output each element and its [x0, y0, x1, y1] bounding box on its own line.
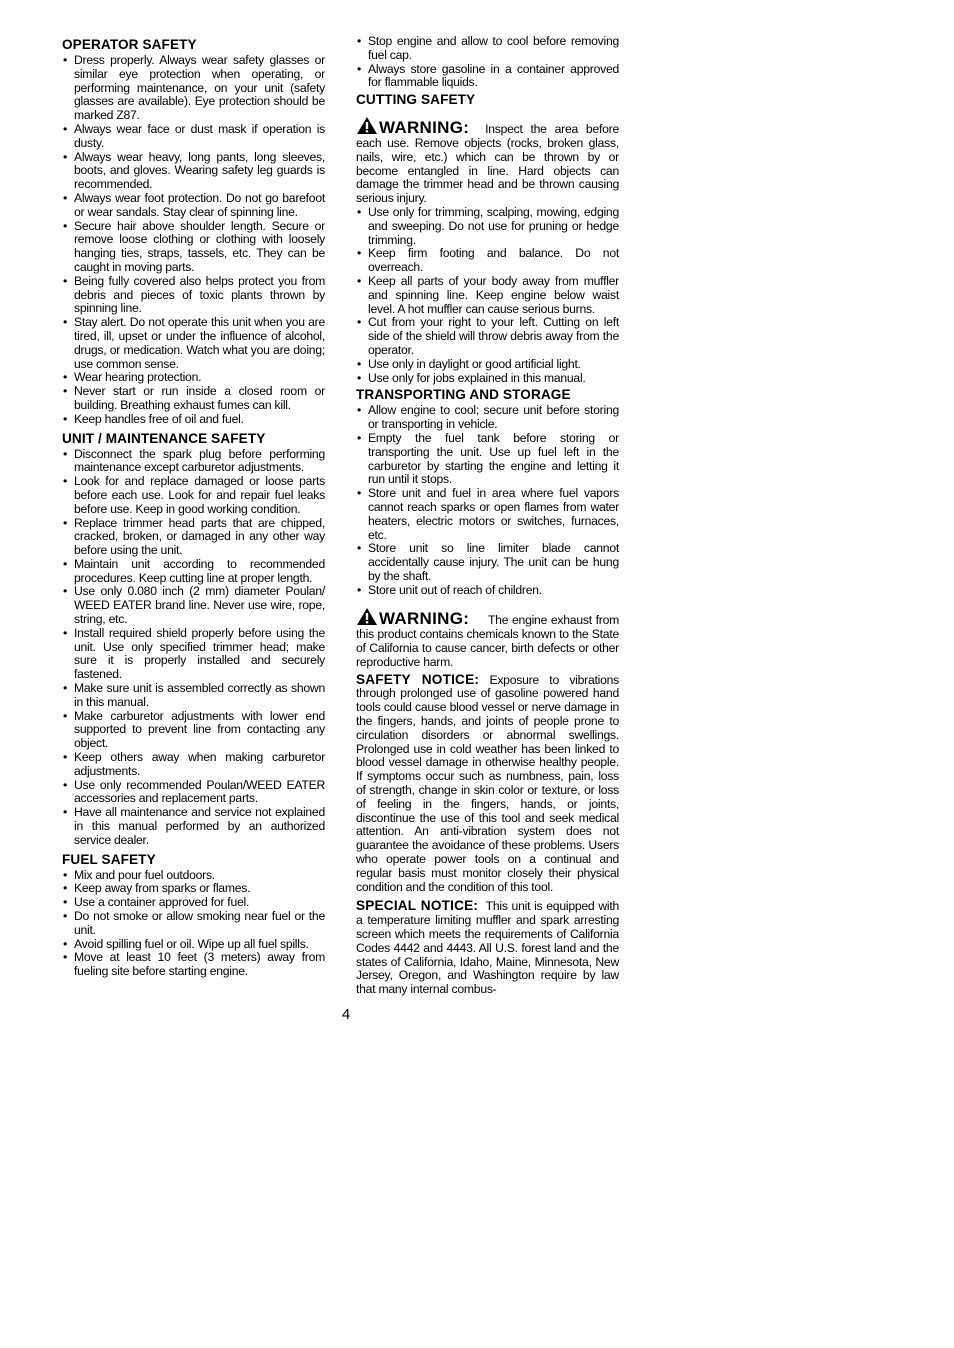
cutting-safety-list [356, 206, 619, 385]
list-item: • Use only for jobs explained in this manual. [356, 372, 619, 386]
transporting-storage-list [356, 404, 619, 597]
left-column [62, 35, 325, 979]
operator-safety-list [62, 54, 325, 427]
list-item: • Wear hearing protection. [62, 371, 325, 385]
special-notice [356, 899, 619, 997]
list-item: • Dress properly. Always wear safety glasses or similar eye protection when operating, or performing maintenance, on your unit (safety glasses are available). Eye protection should be marked Z87. [62, 54, 325, 123]
list-item: • Use only recommended Poulan/WEED EATER accessories and replacement parts. [62, 779, 325, 807]
list-item: • Use a container approved for fuel. [62, 896, 325, 910]
maintenance-safety-heading: UNIT / MAINTENANCE SAFETY [62, 430, 266, 446]
warning-triangle-icon [356, 607, 378, 626]
list-item: • Always wear heavy, long pants, long sleeves, boots, and gloves. Wearing safety leg guards is recommended. [62, 151, 325, 192]
list-item: • Have all maintenance and service not explained in this manual performed by an authorized service dealer. [62, 806, 325, 847]
safety-notice-label: SAFETY NOTICE: [356, 671, 480, 687]
list-item: • Stay alert. Do not operate this unit when you are tired, ill, upset or under the influence of alcohol, drugs, or medication. Watch what you are doing; use common sense. [62, 316, 325, 371]
warning-text: The engine exhaust from this product contains chemicals known to the State of California to cause cancer, birth defects or other reproductive harm. [356, 613, 619, 669]
exhaust-warning [356, 607, 619, 669]
list-item: • Keep others away when making carburetor adjustments. [62, 751, 325, 779]
list-item: • Secure hair above shoulder length. Secure or remove loose clothing or clothing with loosely hanging ties, straps, tassels, etc. They can be caught in moving parts. [62, 220, 325, 275]
list-item: • Maintain unit according to recommended procedures. Keep cutting line at proper length. [62, 558, 325, 586]
list-item: • Do not smoke or allow smoking near fuel or the unit. [62, 910, 325, 938]
warning-triangle-icon [356, 116, 378, 135]
list-item: • Keep handles free of oil and fuel. [62, 413, 325, 427]
list-item: • Always store gasoline in a container approved for flammable liquids. [356, 63, 619, 91]
fuel-safety-continued-list [356, 35, 619, 90]
maintenance-safety-list [62, 448, 325, 848]
list-item: • Disconnect the spark plug before performing maintenance except carburetor adjustments. [62, 448, 325, 476]
list-item: • Look for and replace damaged or loose parts before each use. Look for and repair fuel leaks before use. Keep in good working condition. [62, 475, 325, 516]
list-item: • Avoid spilling fuel or oil. Wipe up all fuel spills. [62, 938, 325, 952]
warning-label: WARNING: [379, 609, 470, 629]
list-item: • Keep firm footing and balance. Do not overreach. [356, 247, 619, 275]
warning-label: WARNING: [379, 118, 470, 138]
list-item: • Make carburetor adjustments with lower end supported to prevent line from contacting any object. [62, 710, 325, 751]
list-item: • Mix and pour fuel outdoors. [62, 869, 325, 883]
list-item: • Being fully covered also helps protect you from debris and pieces of toxic plants thrown by spinning line. [62, 275, 325, 316]
list-item: • Store unit so line limiter blade cannot accidentally cause injury. The unit can be hung by the shaft. [356, 542, 619, 583]
list-item: • Move at least 10 feet (3 meters) away from fueling site before starting engine. [62, 951, 325, 979]
list-item: • Make sure unit is assembled correctly as shown in this manual. [62, 682, 325, 710]
special-notice-text: This unit is equipped with a temperature limiting muffler and spark arresting screen which meets the requirements of California Codes 4442 and 4443. All U.S. forest land and the states of California, Idaho, Maine, Minnesota, New Jersey, Oregon, and Washington require by law that many internal combus- [356, 899, 619, 997]
list-item: • Store unit out of reach of children. [356, 584, 619, 598]
safety-notice-text: Exposure to vibrations through prolonged use of gasoline powered hand tools could cause blood vessel or nerve damage in the fingers, hands, and joints of people prone to circulation disorders or abnormal swellings. Prolonged use in cold weather has been linked to blood vessel damage in otherwise healthy people. If symptoms occur such as numbness, pain, loss of strength, change in skin color or texture, or loss of feeling in the fingers, hands, or joints, discontinue the use of this tool and seek medical attention. An anti-vibration system does not guarantee the avoidance of these problems. Users who operate power tools on a continual and regular basis must monitor closely their physical condition and the condition of this tool. [356, 672, 619, 894]
list-item: • Stop engine and allow to cool before removing fuel cap. [356, 35, 619, 63]
list-item: • Allow engine to cool; secure unit before storing or transporting in vehicle. [356, 404, 619, 432]
page-number: 4 [341, 1006, 351, 1023]
fuel-safety-list [62, 869, 325, 979]
safety-notice [356, 673, 619, 895]
special-notice-label: SPECIAL NOTICE: [356, 898, 479, 914]
operator-safety-heading: OPERATOR SAFETY [62, 37, 197, 52]
list-item: • Replace trimmer head parts that are chipped, cracked, broken, or damaged in any other way before using the unit. [62, 517, 325, 558]
list-item: • Always wear face or dust mask if operation is dusty. [62, 123, 325, 151]
cutting-safety-heading: CUTTING SAFETY [356, 92, 476, 108]
list-item: • Use only for trimming, scalping, mowing, edging and sweeping. Do not use for pruning or hedge trimming. [356, 206, 619, 247]
warning-text: Inspect the area before each use. Remove objects (rocks, broken glass, nails, wire, etc.) which can be thrown by or become entangled in line. Hard objects can damage the trimmer head and be thrown causing serious injury. [356, 122, 619, 206]
fuel-safety-heading: FUEL SAFETY [62, 851, 156, 867]
list-item: • Use only 0.080 inch (2 mm) diameter Poulan/ WEED EATER brand line. Never use wire, rope, string, etc. [62, 585, 325, 626]
list-item: • Keep away from sparks or flames. [62, 882, 325, 896]
right-column [356, 35, 619, 997]
list-item: • Keep all parts of your body away from muffler and spinning line. Keep engine below waist level. A hot muffler can cause serious burns. [356, 275, 619, 316]
cutting-warning [356, 116, 619, 206]
transporting-storage-heading: TRANSPORTING AND STORAGE [356, 387, 571, 403]
list-item: • Use only in daylight or good artificial light. [356, 358, 619, 372]
list-item: • Empty the fuel tank before storing or transporting the unit. Use up fuel left in the carburetor by starting the engine and letting it run until it stops. [356, 432, 619, 487]
list-item: • Install required shield properly before using the unit. Use only specified trimmer head; make sure it is properly installed and securely fastened. [62, 627, 325, 682]
list-item: • Cut from your right to your left. Cutting on left side of the shield will throw debris away from the operator. [356, 316, 619, 357]
list-item: • Store unit and fuel in area where fuel vapors cannot reach sparks or open flames from water heaters, electric motors or switches, furnaces, etc. [356, 487, 619, 542]
list-item: • Never start or run inside a closed room or building. Breathing exhaust fumes can kill. [62, 385, 325, 413]
list-item: • Always wear foot protection. Do not go barefoot or wear sandals. Stay clear of spinning line. [62, 192, 325, 220]
